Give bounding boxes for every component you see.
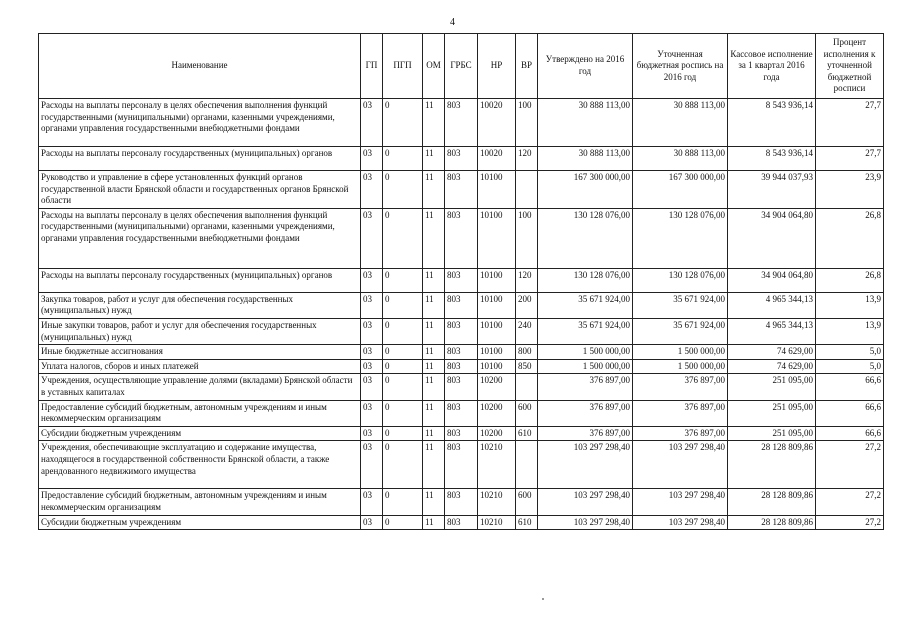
row-refined: 1 500 000,00 (633, 345, 728, 360)
row-cash: 4 965 344,13 (728, 318, 816, 344)
row-name: Иные бюджетные ассигнования (39, 345, 361, 360)
row-percent: 26,8 (816, 208, 884, 268)
row-approved: 30 888 113,00 (538, 147, 633, 171)
row-pgp: 0 (383, 374, 423, 400)
row-name: Субсидии бюджетным учреждениям (39, 426, 361, 441)
row-percent: 13,9 (816, 292, 884, 318)
row-refined: 103 297 298,40 (633, 489, 728, 515)
row-vr: 800 (516, 345, 538, 360)
row-approved: 103 297 298,40 (538, 489, 633, 515)
row-percent: 27,2 (816, 489, 884, 515)
row-refined: 376 897,00 (633, 374, 728, 400)
row-approved: 35 671 924,00 (538, 318, 633, 344)
row-percent: 27,7 (816, 99, 884, 147)
header-name: Наименование (39, 34, 361, 99)
row-percent: 27,2 (816, 441, 884, 489)
row-vr: 120 (516, 268, 538, 292)
row-percent: 5,0 (816, 359, 884, 374)
row-name: Иные закупки товаров, работ и услуг для обеспечения государственных (муниципальных) нужд (39, 318, 361, 344)
row-percent: 27,2 (816, 515, 884, 530)
row-vr: 600 (516, 400, 538, 426)
row-nr: 10100 (478, 208, 516, 268)
row-cash: 251 095,00 (728, 374, 816, 400)
row-refined: 376 897,00 (633, 400, 728, 426)
row-om: 11 (423, 268, 445, 292)
row-grbs: 803 (445, 359, 478, 374)
row-percent: 66,6 (816, 426, 884, 441)
row-approved: 103 297 298,40 (538, 441, 633, 489)
row-cash: 251 095,00 (728, 426, 816, 441)
row-approved: 103 297 298,40 (538, 515, 633, 530)
row-cash: 34 904 064,80 (728, 268, 816, 292)
scan-speck (542, 598, 544, 600)
row-pgp: 0 (383, 345, 423, 360)
row-gp: 03 (361, 208, 383, 268)
row-gp: 03 (361, 268, 383, 292)
row-nr: 10210 (478, 441, 516, 489)
row-pgp: 0 (383, 441, 423, 489)
row-nr: 10210 (478, 515, 516, 530)
row-cash: 34 904 064,80 (728, 208, 816, 268)
row-vr (516, 374, 538, 400)
page-number: 4 (450, 17, 455, 28)
row-refined: 35 671 924,00 (633, 318, 728, 344)
row-vr: 200 (516, 292, 538, 318)
header-refined: Уточненная бюджетная роспись на 2016 год (633, 34, 728, 99)
table-row (39, 400, 884, 426)
row-refined: 103 297 298,40 (633, 515, 728, 530)
table-row (39, 318, 884, 344)
row-name: Руководство и управление в сфере установленных функций органов государственной власти Брянской области и государственных органов Брянской области (39, 171, 361, 209)
row-grbs: 803 (445, 268, 478, 292)
row-vr: 610 (516, 515, 538, 530)
row-percent: 26,8 (816, 268, 884, 292)
row-vr: 240 (516, 318, 538, 344)
row-gp: 03 (361, 374, 383, 400)
row-vr (516, 171, 538, 209)
row-cash: 28 128 809,86 (728, 515, 816, 530)
row-grbs: 803 (445, 147, 478, 171)
row-pgp: 0 (383, 400, 423, 426)
row-vr: 100 (516, 99, 538, 147)
row-cash: 8 543 936,14 (728, 147, 816, 171)
row-gp: 03 (361, 441, 383, 489)
row-cash: 74 629,00 (728, 345, 816, 360)
row-approved: 376 897,00 (538, 426, 633, 441)
row-name: Предоставление субсидий бюджетным, автономным учреждениям и иным некоммерческим организациям (39, 400, 361, 426)
row-vr: 610 (516, 426, 538, 441)
row-cash: 251 095,00 (728, 400, 816, 426)
row-refined: 167 300 000,00 (633, 171, 728, 209)
row-om: 11 (423, 345, 445, 360)
row-cash: 28 128 809,86 (728, 441, 816, 489)
header-grbs: ГРБС (445, 34, 478, 99)
row-approved: 35 671 924,00 (538, 292, 633, 318)
row-grbs: 803 (445, 400, 478, 426)
row-vr (516, 441, 538, 489)
row-vr: 100 (516, 208, 538, 268)
row-refined: 30 888 113,00 (633, 99, 728, 147)
row-approved: 30 888 113,00 (538, 99, 633, 147)
row-grbs: 803 (445, 426, 478, 441)
row-gp: 03 (361, 99, 383, 147)
row-om: 11 (423, 489, 445, 515)
row-refined: 130 128 076,00 (633, 208, 728, 268)
header-nr: НР (478, 34, 516, 99)
row-gp: 03 (361, 515, 383, 530)
row-grbs: 803 (445, 171, 478, 209)
row-pgp: 0 (383, 208, 423, 268)
budget-execution-table (38, 33, 884, 530)
row-name: Расходы на выплаты персоналу в целях обеспечения выполнения функций государственными (муниципальными) органами, казенными учреждениями, органами управления государственными внебюджетными фондами (39, 208, 361, 268)
row-gp: 03 (361, 345, 383, 360)
row-om: 11 (423, 171, 445, 209)
row-gp: 03 (361, 400, 383, 426)
row-pgp: 0 (383, 318, 423, 344)
row-refined: 376 897,00 (633, 426, 728, 441)
row-percent: 13,9 (816, 318, 884, 344)
row-nr: 10200 (478, 426, 516, 441)
row-name: Расходы на выплаты персоналу в целях обеспечения выполнения функций государственными (муниципальными) органами, казенными учреждениями, органами управления государственными внебюджетными фондами (39, 99, 361, 147)
table-row (39, 171, 884, 209)
row-grbs: 803 (445, 374, 478, 400)
row-nr: 10100 (478, 359, 516, 374)
row-om: 11 (423, 441, 445, 489)
row-pgp: 0 (383, 171, 423, 209)
row-pgp: 0 (383, 147, 423, 171)
row-om: 11 (423, 359, 445, 374)
row-pgp: 0 (383, 359, 423, 374)
header-gp: ГП (361, 34, 383, 99)
row-percent: 66,6 (816, 374, 884, 400)
row-nr: 10100 (478, 171, 516, 209)
table-row (39, 208, 884, 268)
row-approved: 376 897,00 (538, 374, 633, 400)
row-approved: 130 128 076,00 (538, 208, 633, 268)
header-percent: Процент исполнения к уточненной бюджетной росписи (816, 34, 884, 99)
row-pgp: 0 (383, 292, 423, 318)
row-approved: 130 128 076,00 (538, 268, 633, 292)
row-cash: 8 543 936,14 (728, 99, 816, 147)
table-row (39, 426, 884, 441)
row-pgp: 0 (383, 489, 423, 515)
row-pgp: 0 (383, 99, 423, 147)
row-om: 11 (423, 515, 445, 530)
row-cash: 39 944 037,93 (728, 171, 816, 209)
row-name: Предоставление субсидий бюджетным, автономным учреждениям и иным некоммерческим организациям (39, 489, 361, 515)
row-grbs: 803 (445, 515, 478, 530)
table-row (39, 515, 884, 530)
row-om: 11 (423, 374, 445, 400)
row-nr: 10020 (478, 147, 516, 171)
row-approved: 376 897,00 (538, 400, 633, 426)
row-pgp: 0 (383, 515, 423, 530)
row-nr: 10100 (478, 318, 516, 344)
row-refined: 35 671 924,00 (633, 292, 728, 318)
header-cash: Кассовое исполнение за 1 квартал 2016 года (728, 34, 816, 99)
table-row (39, 359, 884, 374)
header-vr: ВР (516, 34, 538, 99)
row-name: Расходы на выплаты персоналу государственных (муниципальных) органов (39, 268, 361, 292)
row-name: Субсидии бюджетным учреждениям (39, 515, 361, 530)
header-approved: Утверждено на 2016 год (538, 34, 633, 99)
header-om: ОМ (423, 34, 445, 99)
row-cash: 74 629,00 (728, 359, 816, 374)
row-gp: 03 (361, 359, 383, 374)
row-refined: 130 128 076,00 (633, 268, 728, 292)
row-grbs: 803 (445, 318, 478, 344)
row-grbs: 803 (445, 441, 478, 489)
row-percent: 5,0 (816, 345, 884, 360)
row-nr: 10100 (478, 345, 516, 360)
row-grbs: 803 (445, 345, 478, 360)
row-pgp: 0 (383, 268, 423, 292)
row-approved: 167 300 000,00 (538, 171, 633, 209)
row-name: Расходы на выплаты персоналу государственных (муниципальных) органов (39, 147, 361, 171)
table-row (39, 374, 884, 400)
table-row (39, 292, 884, 318)
row-om: 11 (423, 99, 445, 147)
row-name: Учреждения, обеспечивающие эксплуатацию и содержание имущества, находящегося в государственной собственности Брянской области, а также арендованного недвижимого имущества (39, 441, 361, 489)
row-gp: 03 (361, 171, 383, 209)
row-grbs: 803 (445, 489, 478, 515)
row-nr: 10210 (478, 489, 516, 515)
row-refined: 1 500 000,00 (633, 359, 728, 374)
row-grbs: 803 (445, 208, 478, 268)
row-vr: 850 (516, 359, 538, 374)
row-approved: 1 500 000,00 (538, 359, 633, 374)
row-percent: 66,6 (816, 400, 884, 426)
row-name: Учреждения, осуществляющие управление долями (вкладами) Брянской области в уставных капиталах (39, 374, 361, 400)
row-gp: 03 (361, 426, 383, 441)
row-refined: 30 888 113,00 (633, 147, 728, 171)
row-om: 11 (423, 208, 445, 268)
row-pgp: 0 (383, 426, 423, 441)
row-gp: 03 (361, 292, 383, 318)
row-refined: 103 297 298,40 (633, 441, 728, 489)
row-om: 11 (423, 426, 445, 441)
row-name: Уплата налогов, сборов и иных платежей (39, 359, 361, 374)
row-gp: 03 (361, 489, 383, 515)
table-header-row (39, 34, 884, 99)
row-nr: 10200 (478, 400, 516, 426)
row-nr: 10200 (478, 374, 516, 400)
row-om: 11 (423, 400, 445, 426)
row-grbs: 803 (445, 99, 478, 147)
table-row (39, 147, 884, 171)
table-row (39, 99, 884, 147)
header-pgp: ПГП (383, 34, 423, 99)
table-row (39, 345, 884, 360)
row-vr: 600 (516, 489, 538, 515)
row-gp: 03 (361, 318, 383, 344)
row-cash: 28 128 809,86 (728, 489, 816, 515)
row-om: 11 (423, 147, 445, 171)
row-om: 11 (423, 318, 445, 344)
row-nr: 10100 (478, 292, 516, 318)
row-vr: 120 (516, 147, 538, 171)
table-row (39, 268, 884, 292)
table-row (39, 489, 884, 515)
row-approved: 1 500 000,00 (538, 345, 633, 360)
row-gp: 03 (361, 147, 383, 171)
row-name: Закупка товаров, работ и услуг для обеспечения государственных (муниципальных) нужд (39, 292, 361, 318)
row-om: 11 (423, 292, 445, 318)
table-row (39, 441, 884, 489)
row-nr: 10100 (478, 268, 516, 292)
row-grbs: 803 (445, 292, 478, 318)
row-percent: 27,7 (816, 147, 884, 171)
row-nr: 10020 (478, 99, 516, 147)
row-percent: 23,9 (816, 171, 884, 209)
row-cash: 4 965 344,13 (728, 292, 816, 318)
